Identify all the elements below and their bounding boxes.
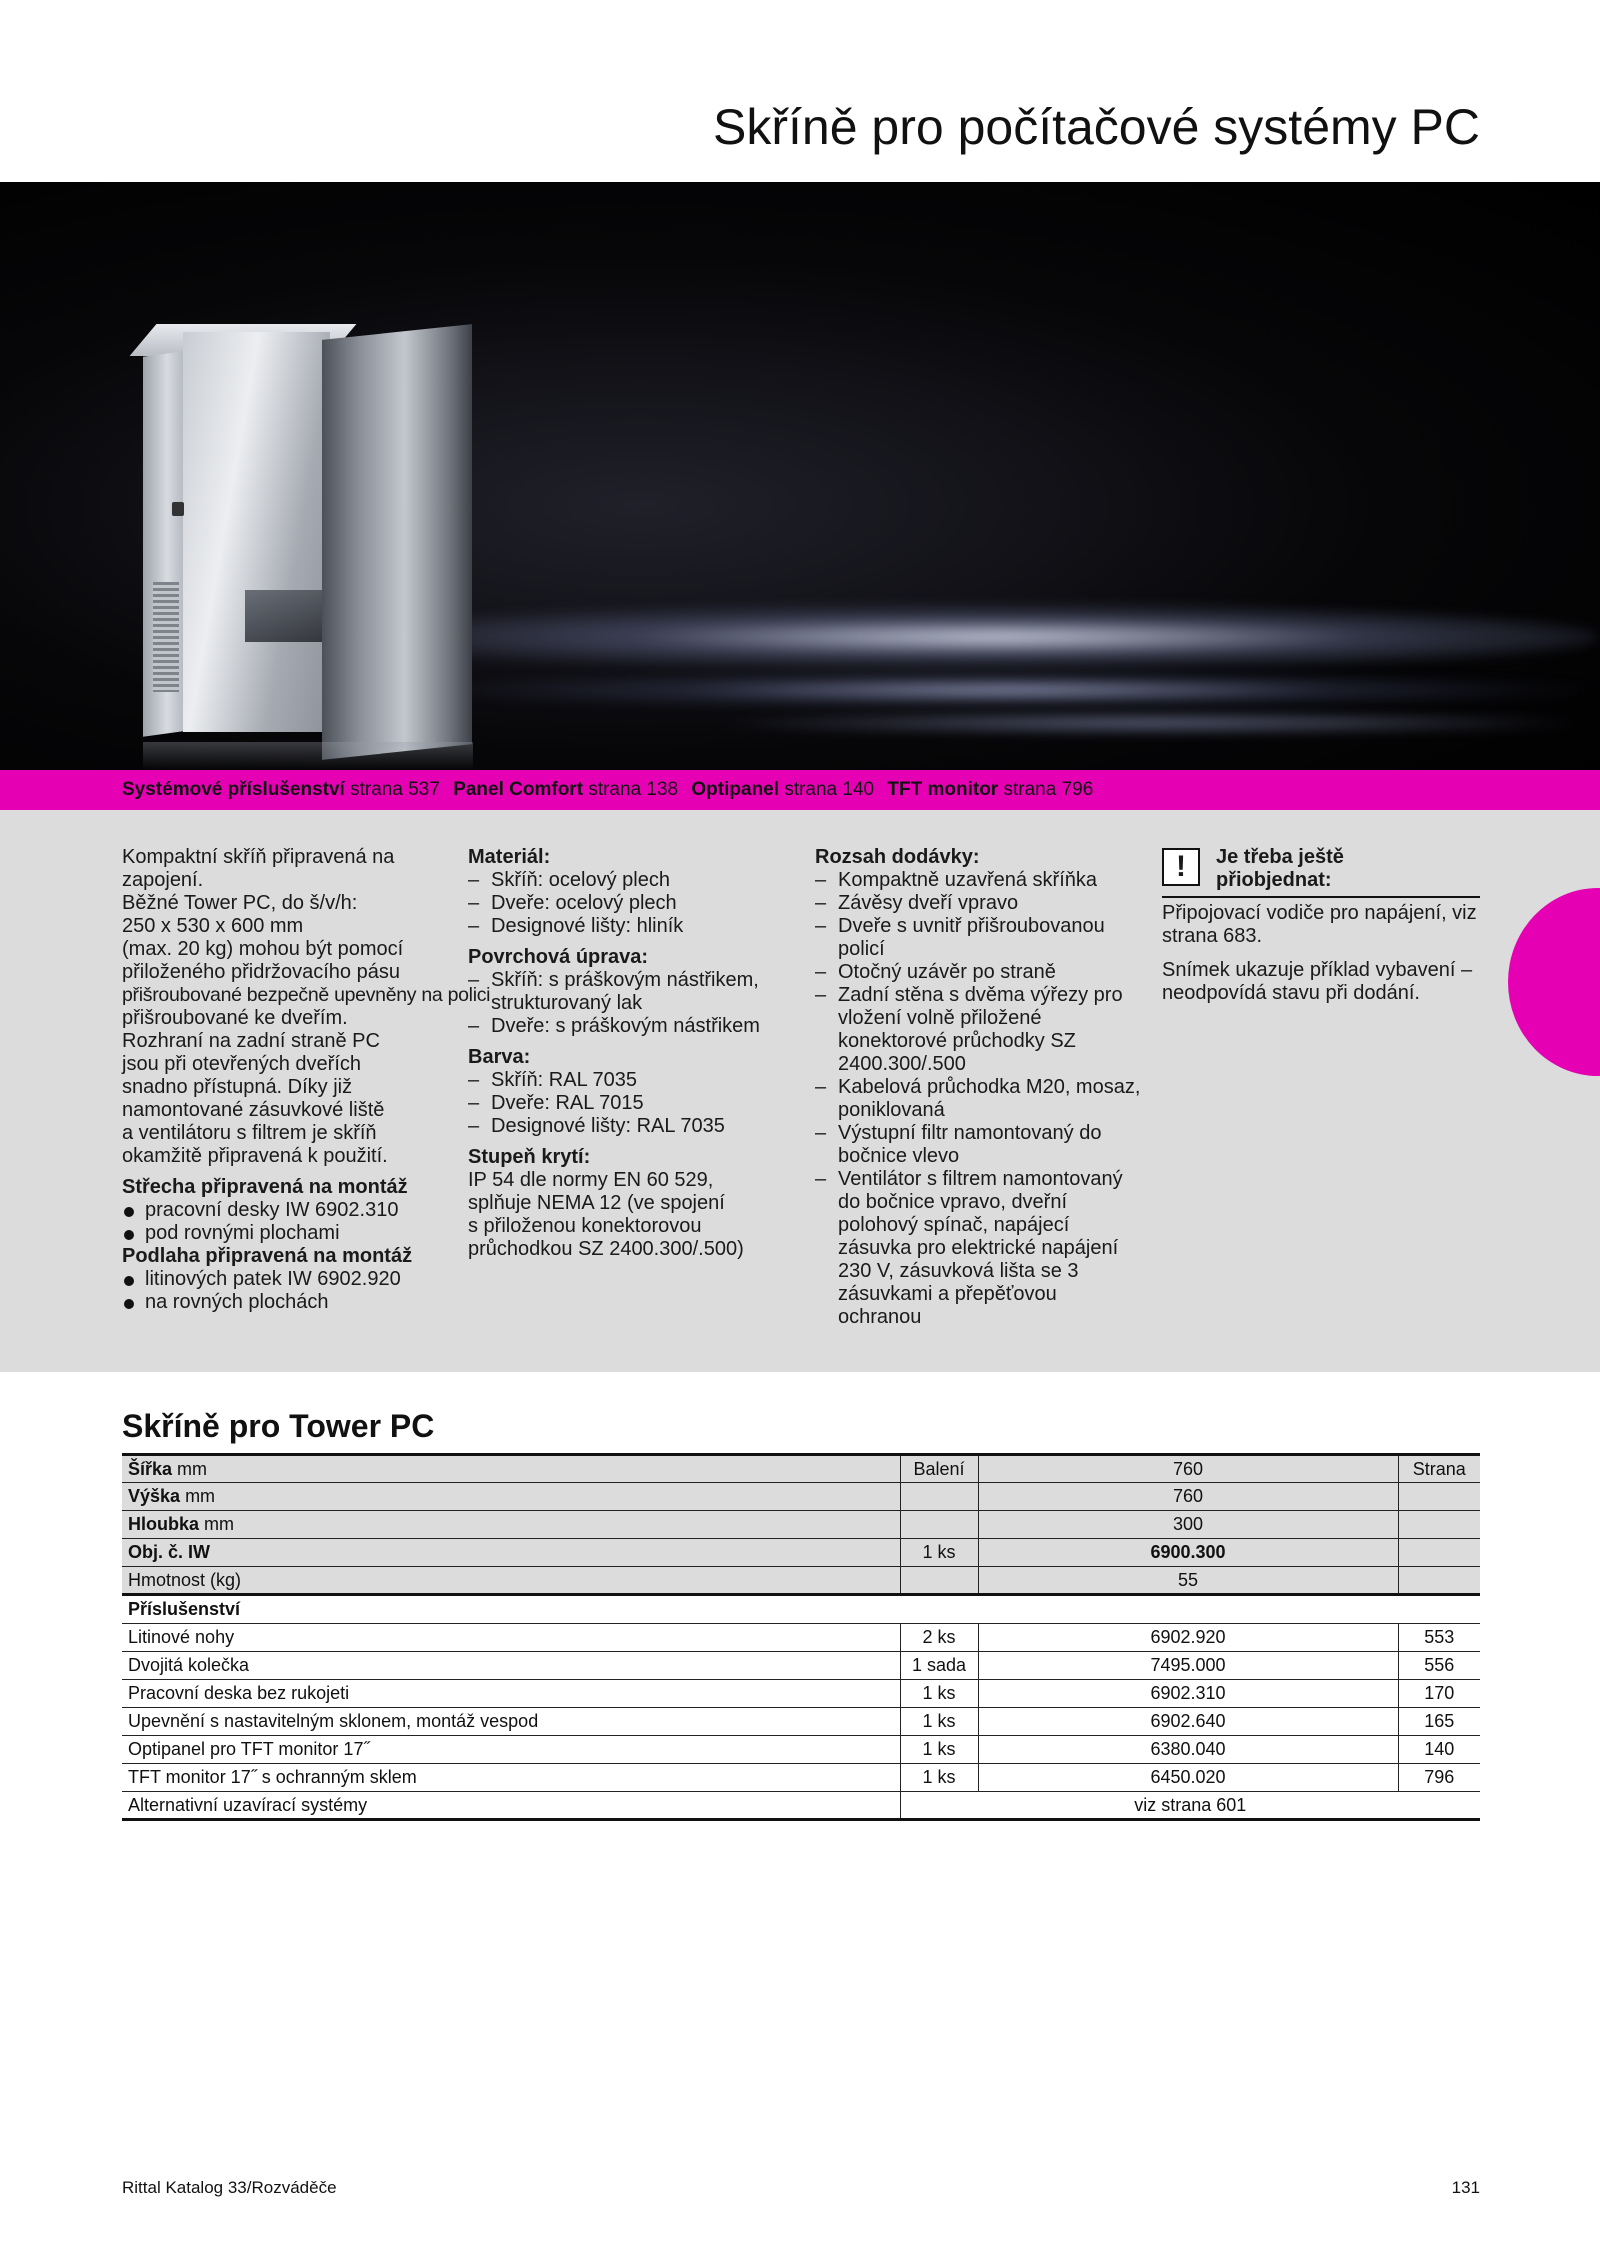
list-item: – Ventilátor s filtrem namontovaný do bočnice vpravo, dveřní polohový spínač, napájecí zásuvka pro elektrické napájení 230 V, zásuvková lišta se 3 zásuvkami a přepěťovou ochranou	[815, 1168, 1145, 1329]
accessories-link-label[interactable]: Systémové příslušenství	[122, 779, 345, 800]
row-pack: 1 ks	[900, 1679, 978, 1707]
order-notice-column	[1162, 846, 1482, 1016]
delivery-column	[815, 846, 1145, 1329]
hero-product-photo	[0, 182, 1600, 770]
accessories-link-page: strana 140	[784, 779, 875, 800]
surface-list	[468, 969, 798, 1038]
table-row	[122, 1623, 1480, 1651]
table-row	[122, 1792, 1480, 1820]
notice-heading	[1162, 846, 1482, 892]
table-row	[122, 1455, 1480, 1483]
delivery-heading: Rozsah dodávky:	[815, 846, 980, 868]
cabinet-reflection	[143, 742, 473, 770]
row-page	[1398, 1539, 1480, 1567]
notice-heading-line: přiobjednat:	[1216, 869, 1332, 891]
list-item: – Dveře: ocelový plech	[468, 892, 798, 915]
surface-heading: Povrchová úprava:	[468, 946, 649, 968]
row-value: 760	[978, 1455, 1398, 1483]
row-pack: 1 ks	[900, 1764, 978, 1792]
spec-table	[122, 1453, 1480, 1821]
row-pack: 1 ks	[900, 1735, 978, 1763]
list-item: – Dveře: s práškovým nástřikem	[468, 1015, 798, 1038]
cabinet-vent	[153, 582, 179, 692]
cabinet-front	[183, 332, 330, 732]
row-value: 300	[978, 1511, 1398, 1539]
table-row	[122, 1679, 1480, 1707]
row-value: viz strana 601	[900, 1792, 1480, 1820]
row-label: Litinové nohy	[122, 1623, 900, 1651]
table-row	[122, 1764, 1480, 1792]
intro-line: Běžné Tower PC, do š/v/h:	[122, 892, 358, 914]
intro-line: Rozhraní na zadní straně PC	[122, 1030, 380, 1052]
row-label: Pracovní deska bez rukojeti	[122, 1679, 900, 1707]
intro-line: přiloženého přidržovacího pásu	[122, 961, 400, 983]
intro-line: 250 x 530 x 600 mm	[122, 915, 304, 937]
list-item: – Kompaktně uzavřená skříňka	[815, 869, 1145, 892]
row-value: 6902.640	[978, 1707, 1398, 1735]
row-pack: 2 ks	[900, 1623, 978, 1651]
row-pack: 1 ks	[900, 1707, 978, 1735]
section-title: Skříně pro Tower PC	[122, 1408, 435, 1444]
table-row	[122, 1539, 1480, 1567]
list-item: pracovní desky IW 6902.310	[122, 1199, 452, 1222]
row-page: 796	[1398, 1764, 1480, 1792]
accessories-bar	[0, 770, 1600, 810]
list-item: – Skříň: RAL 7035	[468, 1069, 798, 1092]
list-item: – Skříň: ocelový plech	[468, 869, 798, 892]
divider	[1162, 896, 1480, 898]
floor-list	[122, 1268, 452, 1314]
page-number: 131	[1451, 2178, 1480, 2197]
roof-list	[122, 1199, 452, 1245]
row-page: 140	[1398, 1735, 1480, 1763]
table-row	[122, 1511, 1480, 1539]
row-page	[1398, 1483, 1480, 1511]
row-value: 760	[978, 1483, 1398, 1511]
intro-line: jsou při otevřených dveřích	[122, 1053, 362, 1075]
intro-line: Kompaktní skříň připravená na	[122, 846, 395, 868]
row-value: 6902.920	[978, 1623, 1398, 1651]
row-page: 553	[1398, 1623, 1480, 1651]
material-list	[468, 869, 798, 938]
row-label: Dvojitá kolečka	[122, 1651, 900, 1679]
row-value: 7495.000	[978, 1651, 1398, 1679]
list-item: – Výstupní filtr namontovaný do bočnice vlevo	[815, 1122, 1145, 1168]
list-item: – Dveře: RAL 7015	[468, 1092, 798, 1115]
notice-paragraph: Připojovací vodiče pro napájení, viz strana 683.	[1162, 902, 1477, 947]
section-label: Příslušenství	[122, 1595, 1480, 1623]
list-item: – Otočný uzávěr po straně	[815, 961, 1145, 984]
intro-line: okamžitě připravená k použití.	[122, 1145, 388, 1167]
page-title: Skříně pro počítačové systémy PC	[713, 99, 1480, 155]
intro-line: přišroubované ke dveřím.	[122, 1007, 348, 1029]
table-row	[122, 1483, 1480, 1511]
row-page	[1398, 1511, 1480, 1539]
notice-paragraph: Snímek ukazuje příklad vybavení – neodpovídá stavu při dodání.	[1162, 959, 1473, 1004]
intro-line: (max. 20 kg) mohou být pomocí	[122, 938, 404, 960]
protection-line: s přiloženou konektorovou	[468, 1215, 702, 1237]
intro-line: snadno přístupná. Díky již	[122, 1076, 353, 1098]
material-heading: Materiál:	[468, 846, 551, 868]
row-label: Alternativní uzavírací systémy	[122, 1792, 900, 1820]
row-value: 6900.300	[978, 1539, 1398, 1567]
accessories-link-page: strana 796	[1003, 779, 1094, 800]
footer-catalog: Rittal Katalog 33/Rozváděče	[122, 2178, 337, 2197]
cabinet-handle	[172, 502, 184, 516]
table-row	[122, 1707, 1480, 1735]
accessories-link-label[interactable]: TFT monitor	[887, 779, 999, 800]
row-pack	[900, 1567, 978, 1595]
notice-heading-line: Je třeba ještě	[1216, 846, 1344, 868]
delivery-list	[815, 869, 1145, 1329]
intro-line: přišroubované bezpečně upevněny na polici	[122, 984, 491, 1006]
light-streak	[700, 712, 1600, 734]
material-column	[468, 846, 798, 1261]
protection-line: splňuje NEMA 12 (ve spojení	[468, 1192, 725, 1214]
intro-line: namontované zásuvkové liště	[122, 1099, 385, 1121]
table-row	[122, 1651, 1480, 1679]
accessories-link-page: strana 537	[350, 779, 440, 800]
list-item: – Dveře s uvnitř přišroubovanou policí	[815, 915, 1145, 961]
table-row	[122, 1567, 1480, 1595]
row-label: Upevnění s nastavitelným sklonem, montáž vespod	[122, 1707, 900, 1735]
row-value: 6902.310	[978, 1679, 1398, 1707]
row-pack: Balení	[900, 1455, 978, 1483]
table-section-row	[122, 1595, 1480, 1623]
exclamation-notice-icon: !	[1162, 848, 1200, 886]
row-label: Optipanel pro TFT monitor 17˝	[122, 1735, 900, 1763]
protection-line: průchodkou SZ 2400.300/.500)	[468, 1238, 744, 1260]
row-pack: 1 sada	[900, 1651, 978, 1679]
table-row	[122, 1735, 1480, 1763]
floor-heading: Podlaha připravená na montáž	[122, 1245, 413, 1267]
protection-line: IP 54 dle normy EN 60 529,	[468, 1169, 714, 1191]
row-value: 6450.020	[978, 1764, 1398, 1792]
protection-heading: Stupeň krytí:	[468, 1146, 591, 1168]
row-page: 170	[1398, 1679, 1480, 1707]
color-list	[468, 1069, 798, 1138]
row-pack	[900, 1511, 978, 1539]
intro-line: a ventilátoru s filtrem je skříň	[122, 1122, 377, 1144]
row-pack	[900, 1483, 978, 1511]
row-page	[1398, 1567, 1480, 1595]
intro-line: zapojení.	[122, 869, 204, 891]
list-item: – Kabelová průchodka M20, mosaz, poniklovaná	[815, 1076, 1145, 1122]
row-page: 165	[1398, 1707, 1480, 1735]
list-item: – Skříň: s práškovým nástřikem, strukturovaný lak	[468, 969, 798, 1015]
row-page: 556	[1398, 1651, 1480, 1679]
list-item: – Designové lišty: RAL 7035	[468, 1115, 798, 1138]
list-item: na rovných plochách	[122, 1291, 452, 1314]
row-label: Hloubka mm	[122, 1511, 900, 1539]
row-label: TFT monitor 17˝ s ochranným sklem	[122, 1764, 900, 1792]
row-value: 55	[978, 1567, 1398, 1595]
row-value: 6380.040	[978, 1735, 1398, 1763]
row-pack: 1 ks	[900, 1539, 978, 1567]
roof-heading: Střecha připravená na montáž	[122, 1176, 408, 1198]
list-item: litinových patek IW 6902.920	[122, 1268, 452, 1291]
accessories-link-label[interactable]: Panel Comfort	[453, 779, 584, 800]
row-label: Obj. č. IW	[122, 1539, 900, 1567]
color-heading: Barva:	[468, 1046, 531, 1068]
list-item: pod rovnými plochami	[122, 1222, 452, 1245]
accessories-link-page: strana 138	[588, 779, 679, 800]
list-item: – Zadní stěna s dvěma výřezy pro vložení volně přiložené konektorové průchodky SZ 2400.300/.500	[815, 984, 1145, 1076]
list-item: – Designové lišty: hliník	[468, 915, 798, 938]
accessories-link-label[interactable]: Optipanel	[691, 779, 780, 800]
description-column	[122, 846, 491, 1314]
light-streak	[420, 672, 1600, 708]
list-item: – Závěsy dveří vpravo	[815, 892, 1145, 915]
row-label: Šířka mm	[122, 1455, 900, 1483]
row-page: Strana	[1398, 1455, 1480, 1483]
cabinet-door	[322, 324, 472, 760]
row-label: Výška mm	[122, 1483, 900, 1511]
row-label: Hmotnost (kg)	[122, 1567, 900, 1595]
